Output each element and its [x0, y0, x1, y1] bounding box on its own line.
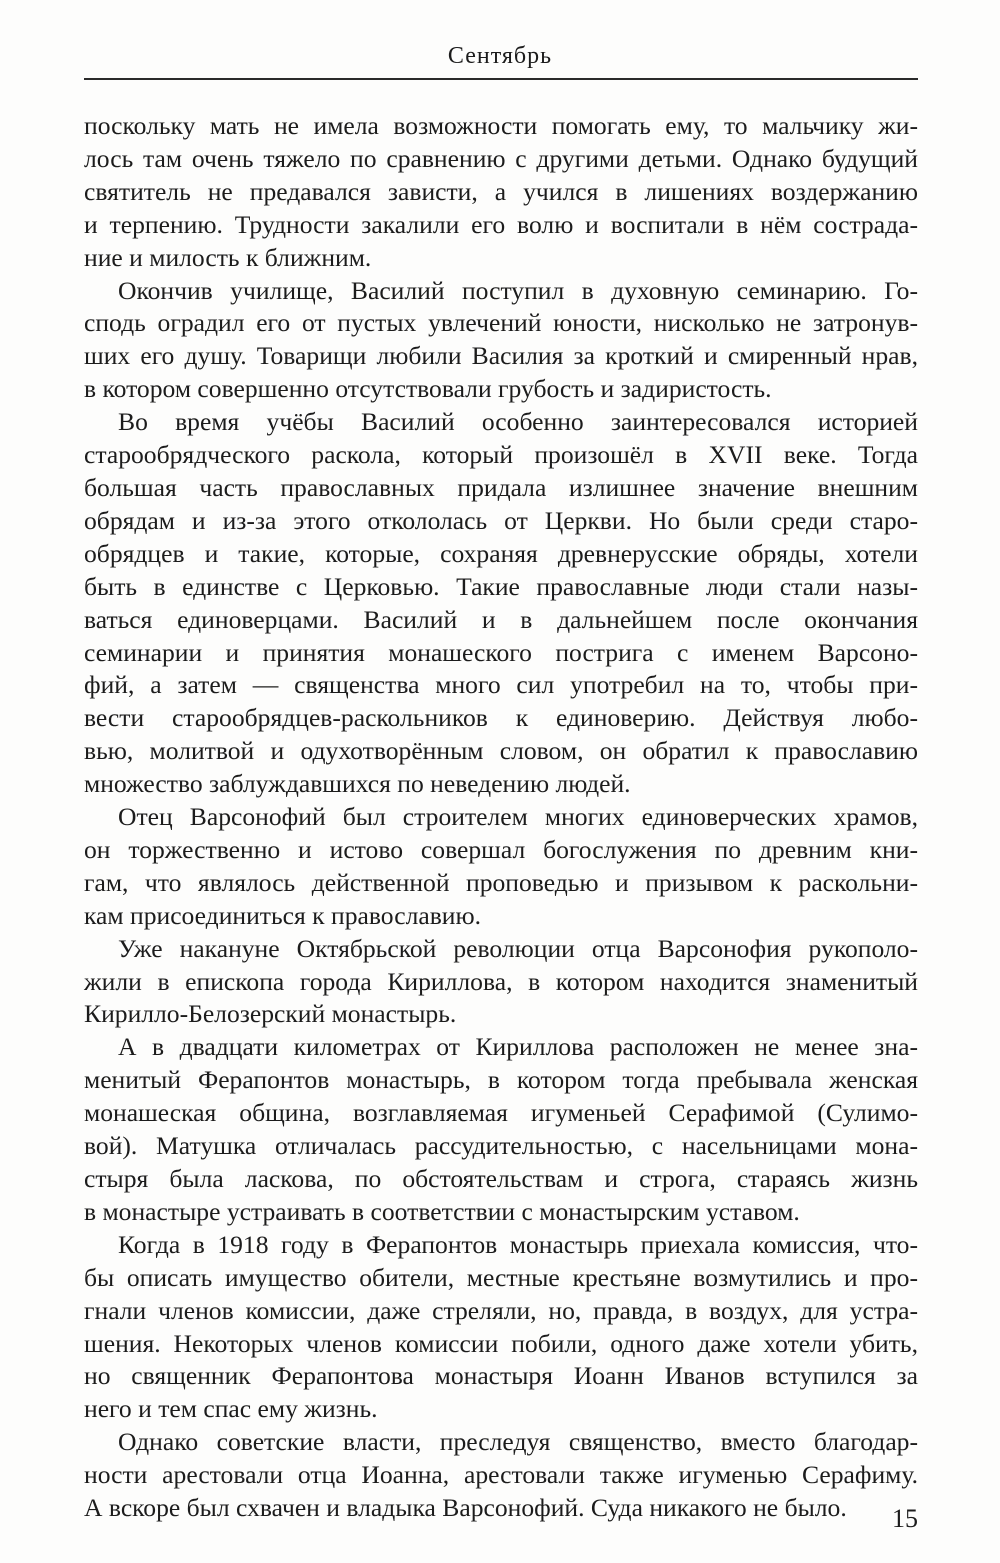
- text-line: сподь оградил его от пустых увлечений юности, нисколько не затронув-: [84, 308, 918, 338]
- text-line: кам присоединиться к православию.: [84, 900, 482, 930]
- text-line: Отец Варсонофий был строителем многих единоверческих храмов,: [118, 802, 918, 832]
- text-line: быть в единстве с Церковью. Такие православные люди стали назы-: [84, 571, 918, 601]
- text-line: старообрядческого раскола, который произошёл в XVII веке. Тогда: [84, 440, 918, 470]
- text-line: семинарии и принятия монашеского пострига с именем Варсоно-: [84, 637, 918, 667]
- text-line: менитый Ферапонтов монастырь, в котором тогда пребывала женская: [84, 1065, 918, 1095]
- text-line: монашеская община, возглавляемая игуменьей Серафимой (Сулимо-: [84, 1098, 918, 1128]
- text-line: вой). Матушка отличалась рассудительностью, с насельницами мона-: [84, 1131, 918, 1161]
- text-line: фий, а затем — священства много сил употребил на то, чтобы при-: [84, 670, 918, 700]
- paragraph: [84, 1031, 918, 1228]
- text-line: лось там очень тяжело по сравнению с другими детьми. Однако будущий: [84, 143, 918, 173]
- text-line: ваться единоверцами. Василий и в дальнейшем после окончания: [84, 604, 918, 634]
- paragraph: [84, 1229, 918, 1426]
- text-line: гам, что являлось действенной проповедью и призывом к раскольни-: [84, 867, 918, 897]
- text-line: обрядцев и такие, которые, сохраняя древнерусские обряды, хотели: [84, 538, 918, 568]
- text-line: Во время учёбы Василий особенно заинтересовался историей: [118, 407, 918, 437]
- paragraph: [84, 275, 918, 407]
- text-line: А вскоре был схвачен и владыка Варсонофий. Суда никакого не было.: [84, 1493, 847, 1523]
- text-line: святитель не предавался зависти, а учился в лишениях воздержанию: [84, 176, 918, 206]
- text-line: обрядам и из-за этого откололась от Церкви. Но были среди старо-: [84, 505, 918, 535]
- text-line: вести старообрядцев-раскольников к единоверию. Действуя любо-: [84, 703, 918, 733]
- text-line: Кирилло-Белозерский монастырь.: [84, 999, 457, 1029]
- text-line: но священник Ферапонтова монастыря Иоанн Иванов вступился за: [84, 1361, 918, 1391]
- text-line: и терпению. Трудности закалили его волю и воспитали в нём сострада-: [84, 209, 918, 239]
- paragraph: [84, 1426, 918, 1525]
- paragraph: [84, 801, 918, 933]
- text-line: в монастыре устраивать в соответствии с монастырским уставом.: [84, 1196, 800, 1226]
- text-line: в котором совершенно отсутствовали грубость и задиристость.: [84, 374, 772, 404]
- text-line: Когда в 1918 году в Ферапонтов монастырь приехала комиссия, что-: [118, 1229, 918, 1259]
- header-rule: [84, 78, 918, 80]
- text-line: ности арестовали отца Иоанна, арестовали также игуменью Серафиму.: [84, 1460, 918, 1490]
- text-line: большая часть православных придала излишнее значение внешним: [84, 472, 918, 502]
- text-line: шения. Некоторых членов комиссии побили, одного даже хотели убить,: [84, 1328, 918, 1358]
- text-line: стыря была ласкова, по обстоятельствам и строга, стараясь жизнь: [84, 1164, 918, 1193]
- text-line: жили в епископа города Кириллова, в котором находится знаменитый: [84, 966, 918, 996]
- text-line: Уже накануне Октябрьской революции отца Варсонофия рукополо-: [118, 933, 918, 963]
- page-number: 15: [892, 1504, 918, 1533]
- text-line: бы описать имущество обители, местные крестьяне возмутились и про-: [84, 1262, 918, 1292]
- text-line: него и тем спас ему жизнь.: [84, 1394, 378, 1424]
- text-line: Однако советские власти, преследуя священство, вместо благодар-: [118, 1427, 918, 1457]
- text-line: Окончив училище, Василий поступил в духовную семинарию. Го-: [118, 275, 918, 305]
- text-line: ших его душу. Товарищи любили Василия за кроткий и смиренный нрав,: [84, 341, 918, 371]
- text-line: множество заблуждавшихся по неведению людей.: [84, 769, 631, 799]
- paragraph: [84, 933, 918, 1032]
- running-header: Сентябрь: [447, 43, 553, 69]
- text-line: А в двадцати километрах от Кириллова расположен не менее зна-: [118, 1032, 918, 1062]
- text-line: вью, молитвой и одухотворённым словом, он обратил к православию: [84, 736, 918, 766]
- text-line: гнали членов комиссии, даже стреляли, но, правда, в воздух, для устра-: [84, 1295, 918, 1325]
- paragraph: [84, 406, 918, 801]
- text-line: поскольку мать не имела возможности помогать ему, то мальчику жи-: [84, 111, 918, 140]
- text-line: ние и милость к ближним.: [84, 242, 372, 272]
- paragraph: [84, 110, 918, 275]
- text-line: он торжественно и истово совершал богослужения по древним кни-: [84, 834, 918, 864]
- body-text: [84, 110, 918, 1525]
